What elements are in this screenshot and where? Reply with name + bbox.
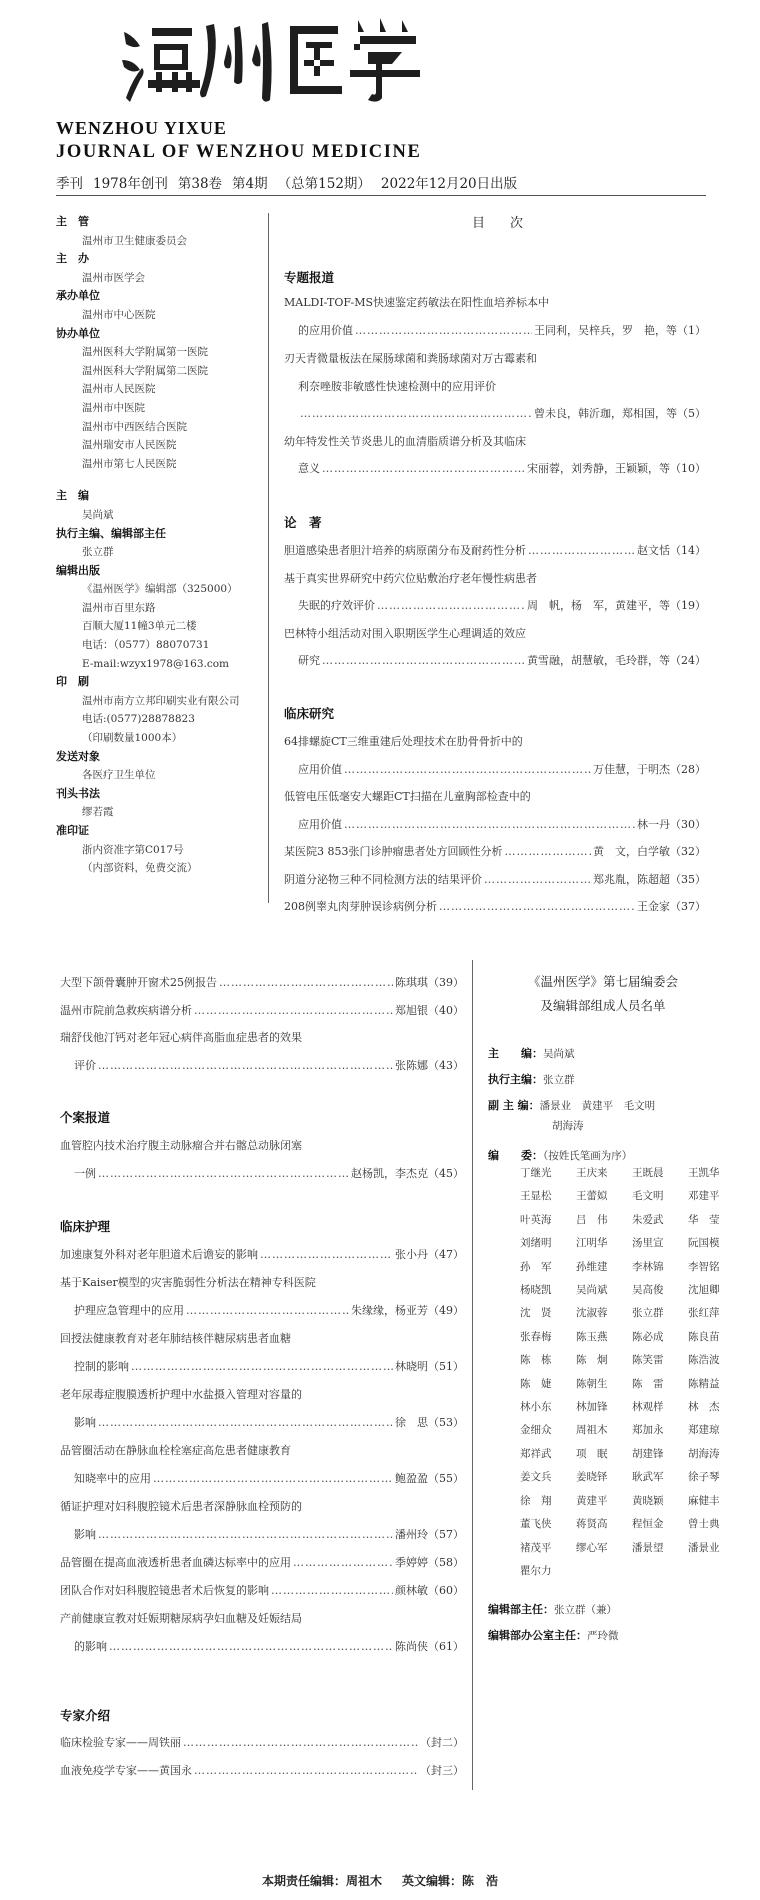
toc-entry[interactable]: 血液免疫学专家——黄国永 …………………………………………………………………………………………………………………………………………………………………………………… （封三） (60, 1762, 464, 1778)
committee-member: 陈良苗 (688, 1330, 720, 1343)
toc-entry-title: 产前健康宣教对妊娠期糖尿病孕妇血糖及妊娠结局 (60, 1612, 302, 1625)
printer-line: 电话:(0577)28878823 (82, 713, 195, 726)
undertaker-label: 承办单位 (56, 289, 100, 303)
toc-entry[interactable]: 影响 …………………………………………………………………………………………………………………………………………………………………………………… 潘州玲（57） (74, 1526, 464, 1542)
committee-member: 董飞侠 (520, 1518, 552, 1531)
volume: 第38卷 (177, 176, 223, 192)
sponsor-label: 主 管 (56, 215, 89, 228)
co-organizer: 温州医科大学附属第二医院 (82, 364, 208, 377)
toc-entry[interactable]: 研究 …………………………………………………………………………………………………………………………………………………………………………………… 黄雪融，胡慧敏，毛玲群，等（24） (298, 652, 706, 668)
committee-member: 吕 伟 (576, 1213, 608, 1226)
toc-entry[interactable]: 意义 …………………………………………………………………………………………………………………………………………………………………………………… 宋丽蓉，刘秀静，王颖颖，等（10） (298, 460, 706, 476)
committee-member: 王显松 (520, 1190, 552, 1203)
committee-member: 陈 炯 (576, 1354, 608, 1367)
publication-details (56, 213, 266, 878)
committee-member: 姜文兵 (520, 1471, 552, 1484)
toc-entry[interactable]: 应用价值 …………………………………………………………………………………………………………………………………………………………………………………… 林一丹（30） (298, 816, 706, 832)
committee-title: 《温州医学》第七届编委会 (527, 974, 678, 989)
committee-member: 刘绪明 (520, 1237, 552, 1250)
section-heading: 论 著 (284, 515, 322, 530)
committee-member: 林观样 (632, 1401, 664, 1414)
journal-name-english: JOURNAL OF WENZHOU MEDICINE (56, 142, 422, 162)
committee-member: 林加锋 (576, 1401, 608, 1414)
chief-editor: 吴尚斌 (543, 1048, 575, 1060)
committee-member: 陈朝生 (576, 1377, 608, 1390)
publication-date: 2022年12月20日出版 (380, 176, 518, 192)
permit-line: （内部资料，免费交流） (82, 862, 198, 875)
chief-label: 主 编： (488, 1047, 543, 1060)
committee-member: 林小东 (520, 1401, 552, 1414)
committee-member: 陈 雷 (632, 1377, 664, 1390)
committee-member: 潘景望 (632, 1541, 664, 1554)
toc-entry[interactable]: 临床检验专家——周铁丽 …………………………………………………………………………………………………………………………………………………………………………………… （封二） (60, 1734, 464, 1750)
toc-entry-title: 瑞舒伐他汀钙对老年冠心病伴高脂血症患者的效果 (60, 1031, 302, 1044)
office-director-label: 编辑部主任： (488, 1603, 554, 1616)
toc-entry-title: 血管腔内技术治疗腹主动脉瘤合并右髂总动脉闭塞 (60, 1139, 302, 1152)
exec-editor: 张立群 (543, 1074, 575, 1086)
committee-member: 张红萍 (688, 1307, 720, 1320)
toc-entry-title: 基于真实世界研究中药穴位贴敷治疗老年慢性病患者 (284, 572, 537, 585)
printer-line: 温州市南方立邦印刷实业有限公司 (82, 694, 240, 707)
toc-entry[interactable]: 的影响 …………………………………………………………………………………………………………………………………………………………………………………… 陈尚侠（61） (74, 1638, 464, 1654)
toc-entry[interactable]: 失眠的疗效评价 …………………………………………………………………………………………………………………………………………………………………………………… 周 帆，杨 军，黄建平，等（19） (298, 597, 706, 613)
exec-label: 执行主编： (488, 1073, 543, 1086)
co-organizer: 温州市人民医院 (82, 383, 156, 396)
toc-entry[interactable]: 胆道感染患者胆汁培养的病原菌分布及耐药性分析 …………………………………………………………………………………………………………………………………………………………………………………… 赵文恬（14） (284, 542, 706, 558)
journal-calligraphy-logo (118, 14, 428, 106)
publisher-line: 《温州医学》编辑部（325000） (82, 583, 238, 596)
office-manager-row (488, 1624, 619, 1643)
toc-entry[interactable]: 某医院3 853张门诊肿瘤患者处方回顾性分析 …………………………………………………………………………………………………………………………………………………………………………………… 黄 文，白学敏（32） (284, 843, 706, 859)
co-organizer-label: 协办单位 (56, 326, 100, 340)
toc-entry[interactable]: 评价 …………………………………………………………………………………………………………………………………………………………………………………… 张陈娜（43） (74, 1057, 464, 1073)
committee-member: 陈必成 (632, 1330, 664, 1343)
toc-title: 目 次 (472, 216, 530, 231)
toc-entry[interactable]: …………………………………………………………………………………………………………………………………………………………………………………… 曾未良，韩沂珈，郑相国，等（5） (298, 405, 706, 421)
toc-entry[interactable]: 一例 …………………………………………………………………………………………………………………………………………………………………………………… 赵杨凯，李杰克（45） (74, 1165, 464, 1181)
publisher-label: 编辑出版 (56, 563, 100, 577)
english-editor: 英文编辑：陈 浩 (402, 1874, 499, 1888)
committee-member: 邓建平 (688, 1190, 720, 1203)
host-value: 温州市医学会 (82, 271, 145, 284)
committee-member: 黄建平 (576, 1494, 608, 1507)
frequency: 季刊 (56, 176, 83, 192)
committee-member: 蒋贤高 (576, 1518, 608, 1531)
editor-in-chief-label: 主 编 (56, 489, 89, 503)
section-heading: 专题报道 (284, 270, 335, 285)
toc-entry-title: MALDI-TOF-MS快速鉴定药敏法在阳性血培养标本中 (284, 296, 550, 309)
committee-member: 程恒金 (632, 1518, 664, 1531)
section-heading: 专家介绍 (60, 1708, 111, 1723)
committee-member: 胡海涛 (688, 1447, 720, 1460)
toc-entry[interactable]: 大型下颌骨囊肿开窗术25例报告 …………………………………………………………………………………………………………………………………………………………………………………… 陈琪琪（39） (60, 974, 464, 990)
toc-entry-title: 循证护理对妇科腹腔镜术后患者深静脉血栓预防的 (60, 1500, 302, 1513)
masthead-divider (56, 195, 706, 196)
section-heading: 临床护理 (60, 1219, 111, 1234)
committee-member: 沈淑蓉 (576, 1307, 608, 1320)
committee-members-row (488, 1144, 632, 1163)
toc-entry[interactable]: 品管圈在提高血液透析患者血磷达标率中的应用 …………………………………………………………………………………………………………………………………………………………………………………… 季婷婷（58） (60, 1554, 464, 1570)
toc-entry[interactable]: 应用价值 …………………………………………………………………………………………………………………………………………………………………………………… 万佳慧，于明杰（28） (298, 761, 706, 777)
committee-member: 杨晓凯 (520, 1284, 552, 1297)
committee-member: 沈 贤 (520, 1307, 552, 1320)
publisher-line: 电话：（0577）88070731 (82, 639, 210, 652)
committee-member: 朱爱武 (632, 1213, 664, 1226)
committee-member: 褚茂平 (520, 1541, 552, 1554)
committee-member: 汤里宣 (632, 1237, 664, 1250)
calligraphy-label: 刊头书法 (56, 786, 100, 800)
members-note: （按姓氏笔画为序） (543, 1150, 633, 1162)
committee-member: 吴高俊 (632, 1284, 664, 1297)
committee-member: 李林锦 (632, 1260, 664, 1273)
publisher-line: 百顺大厦11幢3单元二楼 (82, 620, 197, 633)
section-heading: 临床研究 (284, 706, 335, 721)
committee-member: 陈浩波 (688, 1354, 720, 1367)
committee-member: 毛文明 (632, 1190, 664, 1203)
committee-member: 张立群 (632, 1307, 664, 1320)
committee-member: 王凯华 (688, 1167, 720, 1179)
committee-member: 徐子琴 (688, 1471, 720, 1484)
committee-member: 王蕾姒 (576, 1190, 608, 1203)
co-organizer: 温州市中医院 (82, 401, 145, 414)
permit-label: 准印证 (56, 824, 89, 837)
toc-entry-title: 巴林特小组活动对围入职期医学生心理调适的效应 (284, 627, 526, 640)
committee-subtitle: 及编辑部组成人员名单 (540, 998, 666, 1013)
committee-member: 王既晨 (632, 1167, 664, 1179)
host-label: 主 办 (56, 252, 89, 266)
committee-member: 麻健丰 (688, 1494, 720, 1507)
committee-member: 瞿尔力 (520, 1564, 552, 1577)
toc-entry[interactable]: 护理应急管理中的应用 …………………………………………………………………………………………………………………………………………………………………………………… 朱缘缘，杨亚芳（49） (74, 1302, 464, 1318)
issue-number: 第4期 (232, 176, 268, 192)
office-director: 张立群（兼） (554, 1604, 617, 1616)
printer-label: 印 刷 (56, 675, 89, 689)
committee-member: 郑建琼 (688, 1424, 720, 1437)
toc-entry[interactable]: 208例睾丸肉芽肿误诊病例分析 …………………………………………………………………………………………………………………………………………………………………………………… 王金家（37） (284, 898, 706, 914)
toc-entry[interactable]: 温州市院前急救疾病谱分析 …………………………………………………………………………………………………………………………………………………………………………………… 郑旭银（40） (60, 1002, 464, 1018)
members-label: 编 委： (488, 1149, 543, 1162)
editor-in-chief: 吴尚斌 (82, 508, 114, 521)
issue-editors (0, 1872, 760, 1889)
co-organizer: 温州市中西医结合医院 (82, 420, 187, 433)
publication-info (56, 172, 527, 192)
committee-member: 缪心军 (576, 1541, 608, 1554)
committee-member: 孙 军 (520, 1260, 552, 1273)
committee-member: 徐 翔 (520, 1494, 552, 1507)
toc-entry-title: 基于Kaiser模型的灾害脆弱性分析法在精神专科医院 (60, 1276, 316, 1289)
committee-chief-row (488, 1042, 575, 1061)
co-organizer: 温州医科大学附属第一医院 (82, 346, 208, 359)
committee-member: 黄晓颖 (632, 1494, 664, 1507)
deputy-editors: 潘景业 黄建平 毛文明 (539, 1100, 656, 1112)
committee-member: 周祖木 (576, 1424, 608, 1437)
committee-member: 阮国模 (688, 1237, 720, 1250)
column-divider (472, 960, 473, 1790)
committee-member: 李智铭 (688, 1260, 720, 1273)
committee-member: 项 眠 (576, 1447, 608, 1460)
distribution-value: 各医疗卫生单位 (82, 769, 156, 782)
deputy-label: 副 主 编： (488, 1099, 540, 1112)
committee-member: 吴尚斌 (576, 1284, 608, 1297)
toc-entry[interactable]: 加速康复外科对老年胆道术后谵妄的影响 …………………………………………………………………………………………………………………………………………………………………………………… 张小丹（47） (60, 1246, 464, 1262)
committee-member: 沈旭卿 (688, 1284, 720, 1297)
committee-member: 陈精益 (688, 1377, 720, 1390)
publisher-email: E-mail:wzyx1978@163.com (82, 657, 230, 670)
toc-entry[interactable]: 阴道分泌物三种不同检测方法的结果评价 …………………………………………………………………………………………………………………………………………………………………………………… 郑兆胤，陈超超（35） (284, 871, 706, 887)
founded-year: 1978年创刊 (93, 176, 168, 192)
committee-member: 金细众 (520, 1424, 552, 1437)
toc-entry[interactable]: 影响 …………………………………………………………………………………………………………………………………………………………………………………… 徐 思（53） (74, 1414, 464, 1430)
column-divider (268, 213, 269, 903)
committee-member: 曾士典 (688, 1518, 720, 1531)
committee-member: 林 杰 (688, 1401, 720, 1414)
members-grid (520, 1162, 744, 1583)
committee-member: 丁继光 (520, 1167, 552, 1179)
printer-line: （印刷数量1000本） (82, 732, 183, 745)
toc-entry-title: 幼年特发性关节炎患儿的血清脂质谱分析及其临床 (284, 435, 526, 448)
permit-line: 浙内资准字第C017号 (82, 843, 184, 856)
committee-member: 胡建锋 (632, 1447, 664, 1460)
committee-member: 陈笑雷 (632, 1354, 664, 1367)
toc-entry[interactable]: 控制的影响 …………………………………………………………………………………………………………………………………………………………………………………… 林晓明（51） (74, 1358, 464, 1374)
toc-entry-title: 64排螺旋CT三维重建后处理技术在肋骨骨折中的 (284, 735, 523, 748)
office-manager-label: 编辑部办公室主任： (488, 1629, 587, 1642)
calligraphy-value: 缪若霞 (82, 806, 114, 819)
committee-member: 郑祥武 (520, 1447, 552, 1460)
committee-member: 王庆来 (576, 1167, 608, 1179)
committee-member: 潘景业 (688, 1541, 720, 1554)
executive-editor-label: 执行主编、编辑部主任 (56, 526, 166, 540)
committee-deputy-row (488, 1094, 655, 1113)
executive-editor: 张立群 (82, 546, 114, 559)
committee-member: 华 莹 (688, 1213, 720, 1226)
committee-member: 陈 栋 (520, 1354, 552, 1367)
committee-member: 姜晓铎 (576, 1471, 608, 1484)
toc-entry-title: 利奈唑胺非敏感性快速检测中的应用评价 (298, 380, 496, 393)
toc-entry-title: 回授法健康教育对老年肺结核伴糖尿病患者血糖 (60, 1332, 291, 1345)
toc-entry[interactable]: 知晓率中的应用 …………………………………………………………………………………………………………………………………………………………………………………… 鲍盈盈（55） (74, 1470, 464, 1486)
committee-member: 张春梅 (520, 1330, 552, 1343)
office-manager: 严玲微 (587, 1630, 619, 1642)
responsible-editor: 本期责任编辑：周祖木 (261, 1874, 382, 1888)
committee-member: 郑加永 (632, 1424, 664, 1437)
office-director-row (488, 1598, 617, 1617)
sponsor-value: 温州市卫生健康委员会 (82, 234, 187, 247)
committee-member: 孙维建 (576, 1260, 608, 1273)
committee-member: 陈玉燕 (576, 1330, 608, 1343)
co-organizer: 温州瑞安市人民医院 (82, 439, 177, 452)
deputy-editors-cont: 胡海涛 (552, 1120, 584, 1132)
toc-entry-title: 刃天青微量板法在屎肠球菌和粪肠球菌对万古霉素和 (284, 352, 537, 365)
total-issue: （总第152期） (277, 176, 371, 192)
toc-entry-title: 低管电压低毫安大螺距CT扫描在儿童胸部检查中的 (284, 790, 531, 803)
toc-entry-title: 品管圈活动在静脉血栓栓塞症高危患者健康教育 (60, 1444, 291, 1457)
distribution-label: 发送对象 (56, 749, 100, 763)
co-organizer: 温州市第七人民医院 (82, 457, 177, 470)
publisher-line: 温州市百里东路 (82, 601, 156, 614)
committee-member: 叶英海 (520, 1213, 552, 1226)
committee-member: 耿武军 (632, 1471, 664, 1484)
toc-entry[interactable]: 的应用价值 …………………………………………………………………………………………………………………………………………………………………………………… 王同利，吴梓兵，罗 艳，等（1） (298, 322, 706, 338)
committee-member: 江明华 (576, 1237, 608, 1250)
undertaker-value: 温州市中心医院 (82, 308, 156, 321)
toc-entry-title: 老年尿毒症腹膜透析护理中水盐摄入管理对容量的 (60, 1388, 302, 1401)
committee-exec-row (488, 1068, 575, 1087)
section-heading: 个案报道 (60, 1110, 111, 1125)
toc-entry[interactable]: 团队合作对妇科腹腔镜患者术后恢复的影响 …………………………………………………………………………………………………………………………………………………………………………………… 颜林敏（60） (60, 1582, 464, 1598)
committee-member: 陈 婕 (520, 1377, 552, 1390)
journal-name-pinyin: WENZHOU YIXUE (56, 118, 227, 138)
